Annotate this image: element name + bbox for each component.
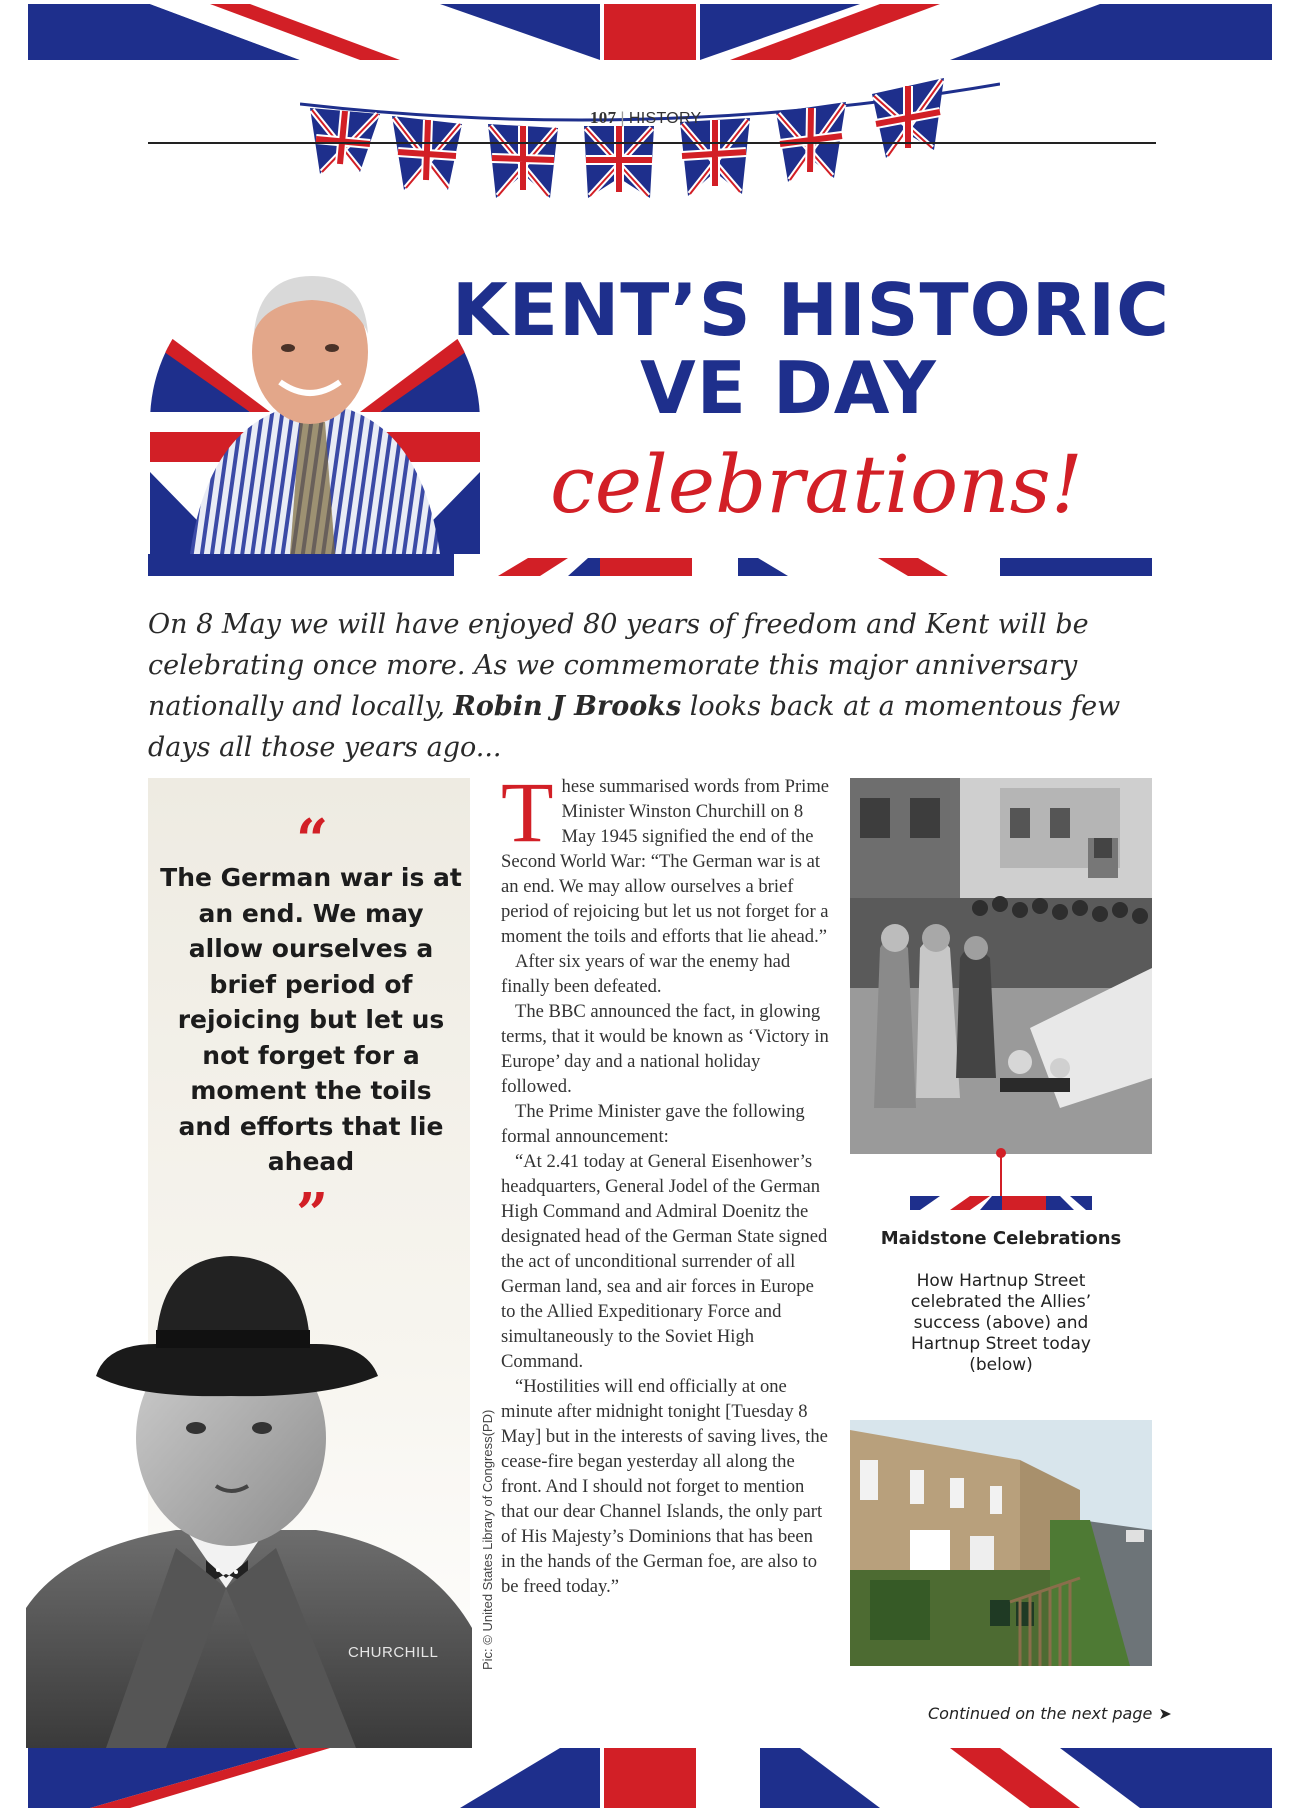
- article-paragraph: The BBC announced the fact, in glowing terms, that it would be known as ‘Victory in Europe’ day and a national holiday followed.: [501, 1001, 829, 1097]
- page-number: 107: [590, 108, 617, 127]
- bunting-flag: [872, 78, 944, 158]
- headline-line-1: KENT’S HISTORIC: [452, 268, 1170, 352]
- article-paragraph: [501, 764, 831, 949]
- churchill-caption: CHURCHILL: [348, 1644, 439, 1661]
- open-quote-mark: “: [296, 807, 329, 873]
- section-label: HISTORY: [628, 110, 702, 127]
- close-quote-mark: ”: [296, 1181, 329, 1247]
- bunting-flag: [310, 108, 380, 174]
- union-flag-band-top: [0, 0, 1300, 64]
- article-paragraph: “At 2.41 today at General Eisenhower’s headquarters, General Jodel of the German High Command and Admiral Doenitz the designated head of the German State signed the act of unconditional surrender of all German land, sea and air forces in Europe to the Allied Expeditionary Force and simultaneously to the Soviet High Command.: [501, 1151, 828, 1372]
- bunting-flag: [584, 126, 654, 198]
- drop-cap: T: [501, 764, 554, 860]
- bunting-flag: [488, 124, 558, 198]
- article-paragraph: After six years of war the enemy had finally been defeated.: [501, 951, 791, 997]
- caption-flag-band: [910, 1196, 1092, 1210]
- churchill-photo: [26, 1248, 472, 1748]
- continued-note: [928, 1704, 1172, 1723]
- header-separator: |: [620, 110, 625, 127]
- intro-text-end: looks back at a momentous few days all those years ago...: [148, 691, 1121, 763]
- intro-author: Robin J Brooks: [453, 691, 682, 722]
- bunting-flag: [392, 116, 462, 190]
- article-paragraph: “Hostilities will end officially at one minute after midnight tonight [Tuesday 8 May] but in the interests of saving lives, the cease-fire began yesterday all along the front. And I should not forget to mention that our dear Channel Islands, the only part of His Majesty’s Dominions that has been in the hands of the German foe, are also to be freed today.”: [501, 1376, 828, 1597]
- intro-standfirst: [148, 604, 1158, 768]
- title-flag-band: [148, 550, 1152, 576]
- caption-text: How Hartnup Street celebrated the Allies’ success (above) and Hartnup Street today (below): [910, 1271, 1092, 1375]
- header-rule: [148, 142, 1156, 144]
- article-paragraph-text: hese summarised words from Prime Minister Winston Churchill on 8 May 1945 signified the end of the Second World War: “The German war is at an end. We may allow ourselves a brief period of rejoicing but let us not forget for a moment the toils and efforts that lie ahead.”: [501, 776, 830, 947]
- pull-quote-text: The German war is at an end. We may allow ourselves a brief period of rejoicing but let us not forget for a moment the toils and efforts that lie ahead: [160, 863, 462, 1176]
- intro-text: On 8 May we will have enjoyed 80 years of freedom and Kent will be celebrating once more. As we commemorate this major anniversary nationally and locally,: [148, 609, 1089, 722]
- headline-line-2: VE DAY: [640, 346, 937, 430]
- union-flag-band-bottom: [0, 1748, 1300, 1812]
- arrow-right-icon: ➤: [1158, 1704, 1172, 1723]
- author-portrait: [150, 262, 480, 554]
- hartnup-street-photo: [850, 1420, 1152, 1666]
- caption-title: Maidstone Celebrations: [880, 1228, 1122, 1249]
- headline-line-3: celebrations!: [550, 438, 1083, 531]
- street-party-photo: [850, 778, 1152, 1154]
- page-header: [590, 108, 702, 128]
- article-paragraph: The Prime Minister gave the following formal announcement:: [501, 1101, 805, 1147]
- continued-text: Continued on the next page: [928, 1704, 1153, 1723]
- article-body: [501, 764, 831, 1599]
- photo-credit: Pic: © United States Library of Congress(PD): [480, 1409, 495, 1670]
- bunting-flag: [680, 118, 750, 196]
- bunting-garland: [300, 64, 1000, 230]
